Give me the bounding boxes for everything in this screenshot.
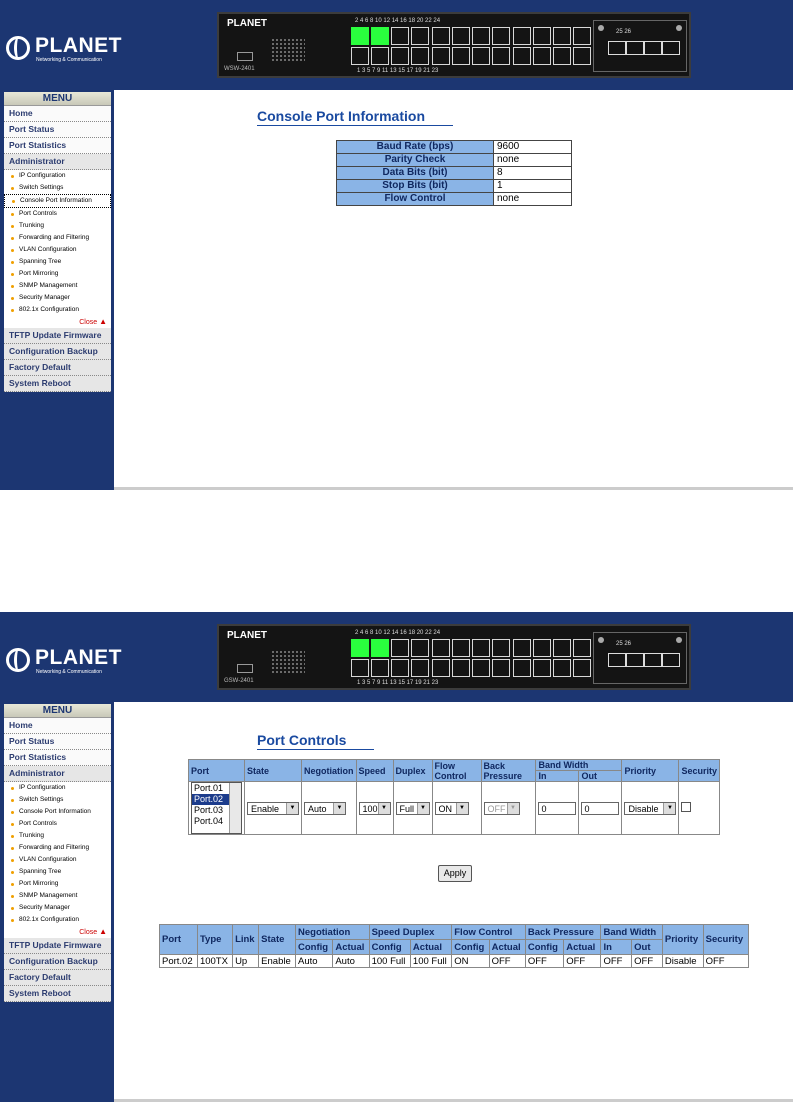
page-title: Console Port Information [257,108,425,124]
menu-port-status[interactable]: Port Status [4,734,111,750]
menu-title: MENU [4,92,111,106]
col-priority: Priority [662,925,703,955]
globe-icon [6,648,30,672]
stop-bits-value: 1 [494,180,572,193]
table-row [337,180,572,193]
device-logo: PLANET [227,18,267,29]
table-cell: Auto [333,955,369,968]
col-band-width: Band Width [536,760,622,771]
sfp-port[interactable] [644,41,662,55]
col-state: State [259,925,296,955]
baud-rate-label: Baud Rate (bps) [337,141,494,154]
logo-text: PLANET [35,34,122,57]
device-logo: PLANET [227,630,267,641]
col-actual: Actual [410,940,451,955]
state-select[interactable]: Enable ▼ [247,802,299,815]
divider [114,487,793,490]
menu-ip-configuration[interactable]: IP Configuration [4,782,111,794]
table-cell: Disable [662,955,703,968]
form-row [189,782,720,835]
baud-rate-value: 9600 [494,141,572,154]
table-cell: Enable [259,955,296,968]
menu-administrator[interactable]: Administrator [4,766,111,782]
speed-cell [356,782,393,835]
col-state: State [245,760,302,782]
sfp-numbers: 25 26 [616,641,632,647]
table-row [337,154,572,167]
menu-forwarding-filtering[interactable]: Forwarding and Filtering [4,842,111,854]
logo-text: PLANET [35,646,122,669]
screw-icon [598,637,604,643]
menu-switch-settings[interactable]: Switch Settings [4,182,111,194]
menu-close[interactable] [4,316,111,328]
back-pressure-select[interactable]: OFF ▼ [484,802,520,815]
menu-security-manager[interactable]: Security Manager [4,292,111,304]
col-speed-duplex: Speed Duplex [369,925,452,940]
menu-console-port-information[interactable]: Console Port Information [4,806,111,818]
table-cell: 100 Full [369,955,410,968]
list-item[interactable]: Port.03 [194,805,224,815]
arrow-up-icon: ▲ [99,317,107,326]
port-group-1[interactable] [351,639,429,679]
device-model: GSW-2401 [224,678,254,684]
table-cell: Port.02 [160,955,198,968]
header-row [160,925,749,940]
menu-factory-default[interactable]: Factory Default [4,970,111,986]
menu-config-backup[interactable]: Configuration Backup [4,954,111,970]
col-actual: Actual [333,940,369,955]
sfp-port[interactable] [608,41,626,55]
sfp-port[interactable] [626,653,644,667]
table-row [160,955,749,968]
screw-icon [598,25,604,31]
menu-port-controls[interactable]: Port Controls [4,208,111,220]
nav-menu [4,92,111,392]
menu-forwarding-filtering[interactable]: Forwarding and Filtering [4,232,111,244]
table-cell: Up [233,955,259,968]
menu-title: MENU [4,704,111,718]
menu-close[interactable] [4,926,111,938]
list-item-selected[interactable]: Port.02 [192,794,241,805]
console-port-icon [237,52,253,61]
flow-control-label: Flow Control [337,193,494,206]
col-port: Port [189,760,245,782]
security-cell [679,782,720,835]
table-cell: 100 Full [410,955,451,968]
col-config: Config [296,940,333,955]
menu-vlan-configuration[interactable]: VLAN Configuration [4,854,111,866]
vent-grid [271,650,305,674]
menu-trunking[interactable]: Trunking [4,830,111,842]
switch-panel [217,624,691,690]
table-cell: OFF [632,955,663,968]
data-bits-label: Data Bits (bit) [337,167,494,180]
menu-switch-settings[interactable]: Switch Settings [4,794,111,806]
sfp-numbers: 25 26 [616,29,632,35]
bandwidth-in-input[interactable]: 0 [538,802,576,815]
port-group-3[interactable] [513,27,591,67]
menu-trunking[interactable]: Trunking [4,220,111,232]
nav-menu [4,704,111,1002]
console-port-icon [237,664,253,673]
col-security: Security [703,925,748,955]
negotiation-cell [302,782,357,835]
sfp-port[interactable] [644,653,662,667]
close-label: Close [79,319,98,326]
col-priority: Priority [622,760,679,782]
col-link: Link [233,925,259,955]
sfp-port[interactable] [662,653,680,667]
duplex-select[interactable]: Full ▼ [396,802,430,815]
back-pressure-cell [481,782,536,835]
port-group-2[interactable] [432,27,510,67]
parity-label: Parity Check [337,154,494,167]
col-config: Config [452,940,489,955]
duplex-cell [393,782,432,835]
menu-8021x-configuration[interactable]: 802.1x Configuration [4,914,111,926]
menu-port-mirroring[interactable]: Port Mirroring [4,878,111,890]
bandwidth-out-input[interactable]: 0 [581,802,619,815]
col-port: Port [160,925,198,955]
flow-cell [432,782,481,835]
bw-in-cell [536,782,579,835]
col-config: Config [369,940,410,955]
menu-home[interactable]: Home [4,106,111,122]
menu-console-port-information[interactable]: Console Port Information [4,194,111,208]
table-cell: Auto [296,955,333,968]
col-config: Config [525,940,563,955]
table-cell: OFF [489,955,525,968]
globe-icon [6,36,30,60]
header-banner [0,612,793,702]
flow-control-select[interactable]: ON ▼ [435,802,469,815]
speed-select[interactable]: 100 ▼ [359,802,391,815]
table-row [337,167,572,180]
table-cell: OFF [601,955,632,968]
col-security: Security [679,760,720,782]
sidebar [0,90,114,490]
sfp-slots[interactable] [593,20,687,72]
menu-port-controls[interactable]: Port Controls [4,818,111,830]
stop-bits-label: Stop Bits (bit) [337,180,494,193]
menu-snmp-management[interactable]: SNMP Management [4,280,111,292]
port-numbers-top: 2 4 6 8 10 12 14 16 18 20 22 24 [355,630,441,636]
table-cell: OFF [703,955,748,968]
menu-tftp-update[interactable]: TFTP Update Firmware [4,938,111,954]
bw-out-cell [579,782,622,835]
port-group-2[interactable] [432,639,510,679]
table-row [337,193,572,206]
menu-administrator[interactable]: Administrator [4,154,111,170]
col-bw-out: Out [579,771,622,782]
col-type: Type [197,925,232,955]
port-cell [189,782,245,835]
port-group-3[interactable] [513,639,591,679]
state-cell [245,782,302,835]
scrollbar[interactable] [229,783,241,833]
table-cell: OFF [564,955,601,968]
col-flow-control: Flow Control [432,760,481,782]
list-item[interactable]: Port.01 [194,783,224,793]
sidebar [0,702,114,1102]
sfp-port[interactable] [626,41,644,55]
console-port-screen [0,0,793,490]
menu-port-statistics[interactable]: Port Statistics [4,750,111,766]
col-actual: Actual [564,940,601,955]
menu-vlan-configuration[interactable]: VLAN Configuration [4,244,111,256]
menu-8021x-configuration[interactable]: 802.1x Configuration [4,304,111,316]
header-row [189,760,720,771]
col-negotiation: Negotiation [296,925,370,940]
port-control-form [188,759,720,835]
table-cell: OFF [525,955,563,968]
switch-panel [217,12,691,78]
apply-button[interactable]: Apply [438,865,472,882]
port-numbers-bottom: 1 3 5 7 9 11 13 15 17 19 21 23 [357,68,439,74]
logo-tagline: Networking & Communication [36,669,102,675]
priority-select[interactable]: Disable ▼ [624,802,676,815]
port-group-1[interactable] [351,27,429,67]
menu-port-statistics[interactable]: Port Statistics [4,138,111,154]
header-banner [0,0,793,90]
security-checkbox[interactable] [681,802,691,812]
sfp-port[interactable] [662,41,680,55]
menu-port-status[interactable]: Port Status [4,122,111,138]
col-duplex: Duplex [393,760,432,782]
flow-control-value: none [494,193,572,206]
console-info-table [336,140,572,206]
logo-tagline: Networking & Communication [36,57,102,63]
port-controls-screen [0,612,793,1102]
parity-value: none [494,154,572,167]
menu-system-reboot[interactable]: System Reboot [4,986,111,1002]
port-numbers-top: 2 4 6 8 10 12 14 16 18 20 22 24 [355,18,441,24]
sfp-port[interactable] [608,653,626,667]
menu-factory-default[interactable]: Factory Default [4,360,111,376]
col-flow-control: Flow Control [452,925,526,940]
menu-security-manager[interactable]: Security Manager [4,902,111,914]
menu-spanning-tree[interactable]: Spanning Tree [4,866,111,878]
menu-spanning-tree[interactable]: Spanning Tree [4,256,111,268]
list-item[interactable]: Port.04 [194,816,224,826]
port-listbox[interactable] [191,782,242,834]
col-back-pressure: Back Pressure [525,925,601,940]
page-title: Port Controls [257,732,347,748]
col-out: Out [632,940,663,955]
menu-config-backup[interactable]: Configuration Backup [4,344,111,360]
col-speed: Speed [356,760,393,782]
col-in: In [601,940,632,955]
negotiation-select[interactable]: Auto ▼ [304,802,346,815]
table-cell: ON [452,955,489,968]
menu-tftp-update[interactable]: TFTP Update Firmware [4,328,111,344]
menu-ip-configuration[interactable]: IP Configuration [4,170,111,182]
port-numbers-bottom: 1 3 5 7 9 11 13 15 17 19 21 23 [357,680,439,686]
port-status-table [159,924,749,968]
menu-snmp-management[interactable]: SNMP Management [4,890,111,902]
col-back-pressure: Back Pressure [481,760,536,782]
data-bits-value: 8 [494,167,572,180]
col-band-width: Band Width [601,925,662,940]
table-row [337,141,572,154]
priority-cell [622,782,679,835]
menu-home[interactable]: Home [4,718,111,734]
menu-port-mirroring[interactable]: Port Mirroring [4,268,111,280]
screw-icon [676,25,682,31]
col-actual: Actual [489,940,525,955]
vent-grid [271,38,305,62]
arrow-up-icon: ▲ [99,927,107,936]
device-model: WSW-2401 [224,66,255,72]
col-negotiation: Negotiation [302,760,357,782]
screw-icon [676,637,682,643]
menu-system-reboot[interactable]: System Reboot [4,376,111,392]
col-bw-in: In [536,771,579,782]
table-cell: 100TX [197,955,232,968]
sfp-slots[interactable] [593,632,687,684]
close-label: Close [79,929,98,936]
